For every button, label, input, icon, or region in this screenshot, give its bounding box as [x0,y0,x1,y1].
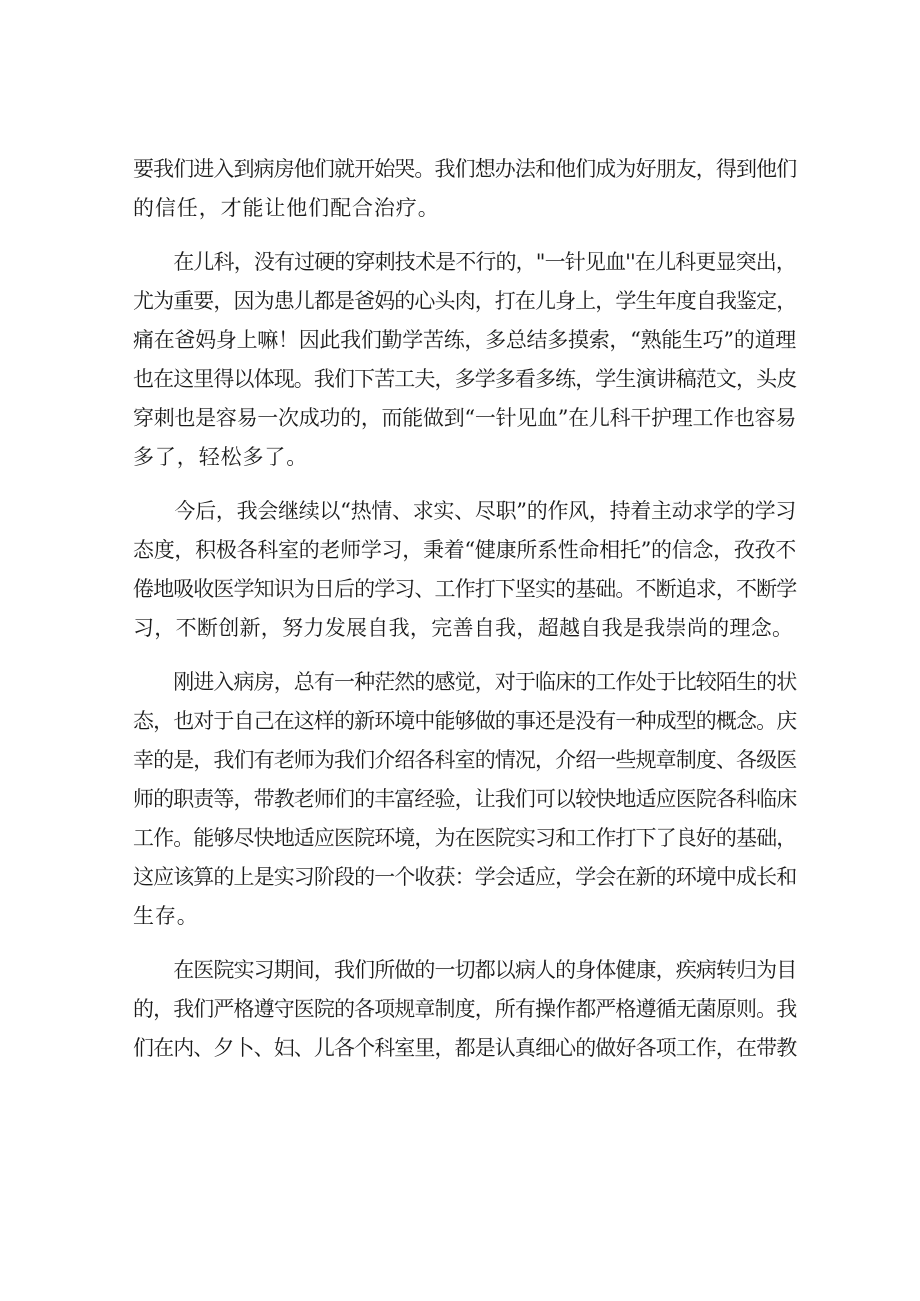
paragraph-4 [133,663,796,936]
text-line: 倦地吸收医学知识为日后的学习、工作打下坚实的基础。不断追求，不断学 [133,577,797,601]
document-body [133,150,796,1083]
text-line: 这应该算的上是实习阶段的一个收获：学会适应，学会在新的环境中成长和 [133,865,797,889]
text-line: 刚进入病房，总有一种茫然的感觉，对于临床的工作处于比较陌生的状 [133,670,797,694]
text-line: 要我们进入到病房他们就开始哭。我们想办法和他们成为好朋友，得到他们 [133,157,797,181]
text-line: 习，不断创新，努力发展自我，完善自我，超越自我是我崇尚的理念。 [133,616,794,640]
text-line: 多了，轻松多了。 [133,445,309,469]
text-line: 尤为重要，因为患儿都是爸妈的心头肉，打在儿身上，学生年度自我鉴定， [133,289,797,313]
text-line: 们在内、夕卜、妇、儿各个科室里，都是认真细心的做好各项工作，在带教 [133,1036,797,1060]
text-line: 在医院实习期间，我们所做的一切都以病人的身体健康，疾病转归为目 [133,958,797,982]
text-line: 幸的是，我们有老师为我们介绍各科室的情况，介绍一些规章制度、各级医 [133,748,797,772]
text-line: 态度，积极各科室的老师学习，秉着“健康所系性命相托”的信念，孜孜不 [133,538,796,562]
text-line: 的，我们严格遵守医院的各项规章制度，所有操作都严格遵循无菌原则。我 [133,997,797,1021]
text-line: 今后，我会继续以“热情、求实、尽职”的作风，持着主动求学的学习 [133,499,796,523]
text-line: 也在这里得以体现。我们下苦工夫，多学多看多练，学生演讲稿范文，头皮 [133,367,797,391]
text-line: 痛在爸妈身上嘛！因此我们勤学苦练，多总结多摸索，“熟能生巧”的道理 [133,328,796,352]
text-line: 在儿科，没有过硬的穿刺技术是不行的，"一针见血''在儿科更显突出， [133,250,796,274]
text-line: 生存。 [133,904,199,928]
text-line: 的信任，才能让他们配合治疗。 [133,196,440,220]
text-line: 态，也对于自己在这样的新环境中能够做的事还是没有一种成型的概念。庆 [133,709,797,733]
text-line: 师的职责等，带教老师们的丰富经验，让我们可以较快地适应医院各科临床 [133,787,797,811]
paragraph-1 [133,150,796,228]
paragraph-5 [133,951,796,1068]
text-line: 工作。能够尽快地适应医院环境，为在医院实习和工作打下了良好的基础， [133,826,797,850]
text-line: 穿刺也是容易一次成功的，而能做到“一针见血”在儿科干护理工作也容易 [133,406,796,430]
paragraph-3 [133,492,796,648]
paragraph-2 [133,243,796,477]
